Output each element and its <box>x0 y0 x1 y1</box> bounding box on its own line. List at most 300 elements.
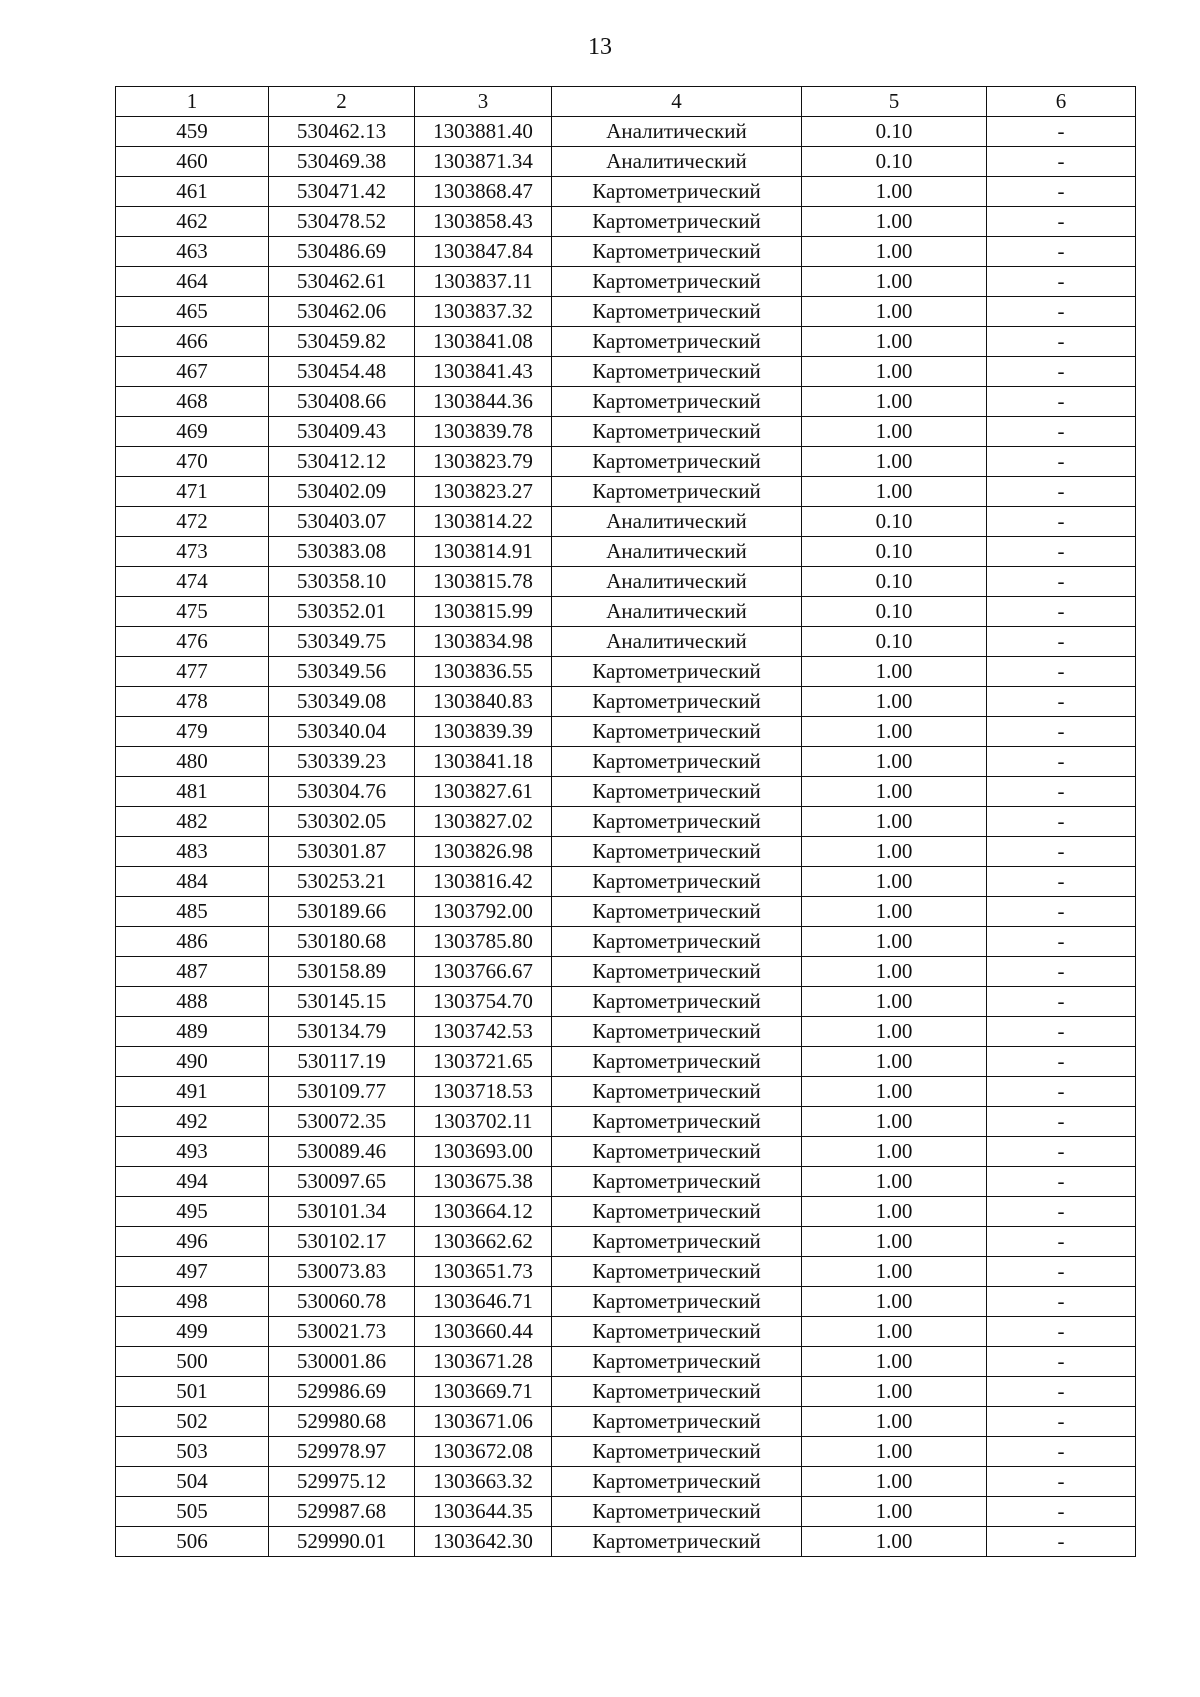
note-cell: - <box>987 627 1136 657</box>
point-number-cell: 499 <box>116 1317 269 1347</box>
table-row <box>116 627 1136 657</box>
point-number-cell: 470 <box>116 447 269 477</box>
table-row <box>116 1167 1136 1197</box>
y-coordinate-cell: 1303815.78 <box>415 567 552 597</box>
point-number-cell: 462 <box>116 207 269 237</box>
note-cell: - <box>987 687 1136 717</box>
x-coordinate-cell: 530408.66 <box>269 387 415 417</box>
y-coordinate-cell: 1303672.08 <box>415 1437 552 1467</box>
note-cell: - <box>987 267 1136 297</box>
x-coordinate-cell: 530403.07 <box>269 507 415 537</box>
accuracy-cell: 1.00 <box>802 897 987 927</box>
method-cell: Аналитический <box>552 567 802 597</box>
table-row <box>116 1257 1136 1287</box>
note-cell: - <box>987 447 1136 477</box>
table-row <box>116 117 1136 147</box>
table-row <box>116 177 1136 207</box>
method-cell: Картометрический <box>552 1347 802 1377</box>
method-cell: Картометрический <box>552 1377 802 1407</box>
accuracy-cell: 1.00 <box>802 1047 987 1077</box>
point-number-cell: 505 <box>116 1497 269 1527</box>
method-cell: Картометрический <box>552 447 802 477</box>
accuracy-cell: 0.10 <box>802 627 987 657</box>
method-cell: Картометрический <box>552 1497 802 1527</box>
accuracy-cell: 1.00 <box>802 1407 987 1437</box>
method-cell: Картометрический <box>552 1137 802 1167</box>
accuracy-cell: 1.00 <box>802 1467 987 1497</box>
note-cell: - <box>987 867 1136 897</box>
accuracy-cell: 1.00 <box>802 1257 987 1287</box>
y-coordinate-cell: 1303671.28 <box>415 1347 552 1377</box>
method-cell: Картометрический <box>552 1197 802 1227</box>
y-coordinate-cell: 1303785.80 <box>415 927 552 957</box>
table-row <box>116 747 1136 777</box>
method-cell: Картометрический <box>552 387 802 417</box>
point-number-cell: 487 <box>116 957 269 987</box>
note-cell: - <box>987 177 1136 207</box>
y-coordinate-cell: 1303814.91 <box>415 537 552 567</box>
x-coordinate-cell: 530021.73 <box>269 1317 415 1347</box>
y-coordinate-cell: 1303858.43 <box>415 207 552 237</box>
table-row <box>116 207 1136 237</box>
point-number-cell: 497 <box>116 1257 269 1287</box>
x-coordinate-cell: 530134.79 <box>269 1017 415 1047</box>
x-coordinate-cell: 530486.69 <box>269 237 415 267</box>
note-cell: - <box>987 1107 1136 1137</box>
x-coordinate-cell: 530145.15 <box>269 987 415 1017</box>
note-cell: - <box>987 147 1136 177</box>
table-row <box>116 1077 1136 1107</box>
note-cell: - <box>987 927 1136 957</box>
table-row <box>116 1107 1136 1137</box>
point-number-cell: 474 <box>116 567 269 597</box>
y-coordinate-cell: 1303651.73 <box>415 1257 552 1287</box>
x-coordinate-cell: 530097.65 <box>269 1167 415 1197</box>
x-coordinate-cell: 530358.10 <box>269 567 415 597</box>
x-coordinate-cell: 530349.56 <box>269 657 415 687</box>
x-coordinate-cell: 530454.48 <box>269 357 415 387</box>
point-number-cell: 493 <box>116 1137 269 1167</box>
accuracy-cell: 1.00 <box>802 687 987 717</box>
method-cell: Картометрический <box>552 297 802 327</box>
note-cell: - <box>987 1407 1136 1437</box>
method-cell: Картометрический <box>552 417 802 447</box>
y-coordinate-cell: 1303660.44 <box>415 1317 552 1347</box>
accuracy-cell: 1.00 <box>802 747 987 777</box>
y-coordinate-cell: 1303644.35 <box>415 1497 552 1527</box>
accuracy-cell: 1.00 <box>802 1497 987 1527</box>
accuracy-cell: 1.00 <box>802 1527 987 1557</box>
table-row <box>116 357 1136 387</box>
accuracy-cell: 1.00 <box>802 777 987 807</box>
point-number-cell: 494 <box>116 1167 269 1197</box>
table-header-row <box>116 87 1136 117</box>
accuracy-cell: 1.00 <box>802 1107 987 1137</box>
y-coordinate-cell: 1303837.11 <box>415 267 552 297</box>
point-number-cell: 472 <box>116 507 269 537</box>
x-coordinate-cell: 530349.75 <box>269 627 415 657</box>
note-cell: - <box>987 987 1136 1017</box>
table-row <box>116 387 1136 417</box>
x-coordinate-cell: 530109.77 <box>269 1077 415 1107</box>
table-row <box>116 537 1136 567</box>
method-cell: Картометрический <box>552 807 802 837</box>
table-row <box>116 267 1136 297</box>
y-coordinate-cell: 1303646.71 <box>415 1287 552 1317</box>
point-number-cell: 465 <box>116 297 269 327</box>
note-cell: - <box>987 597 1136 627</box>
column-header: 6 <box>987 87 1136 117</box>
point-number-cell: 461 <box>116 177 269 207</box>
accuracy-cell: 1.00 <box>802 1137 987 1167</box>
x-coordinate-cell: 530462.61 <box>269 267 415 297</box>
point-number-cell: 504 <box>116 1467 269 1497</box>
point-number-cell: 476 <box>116 627 269 657</box>
table-row <box>116 1137 1136 1167</box>
method-cell: Картометрический <box>552 207 802 237</box>
table-row <box>116 507 1136 537</box>
method-cell: Картометрический <box>552 327 802 357</box>
table-row <box>116 1227 1136 1257</box>
note-cell: - <box>987 207 1136 237</box>
point-number-cell: 460 <box>116 147 269 177</box>
accuracy-cell: 0.10 <box>802 117 987 147</box>
table-row <box>116 1407 1136 1437</box>
column-header: 3 <box>415 87 552 117</box>
x-coordinate-cell: 529978.97 <box>269 1437 415 1467</box>
point-number-cell: 488 <box>116 987 269 1017</box>
y-coordinate-cell: 1303836.55 <box>415 657 552 687</box>
note-cell: - <box>987 1317 1136 1347</box>
point-number-cell: 482 <box>116 807 269 837</box>
table-row <box>116 237 1136 267</box>
page-number: 13 <box>588 34 612 60</box>
note-cell: - <box>987 117 1136 147</box>
table-row <box>116 687 1136 717</box>
x-coordinate-cell: 530073.83 <box>269 1257 415 1287</box>
x-coordinate-cell: 530180.68 <box>269 927 415 957</box>
x-coordinate-cell: 530072.35 <box>269 1107 415 1137</box>
accuracy-cell: 1.00 <box>802 1077 987 1107</box>
x-coordinate-cell: 530339.23 <box>269 747 415 777</box>
x-coordinate-cell: 530060.78 <box>269 1287 415 1317</box>
y-coordinate-cell: 1303718.53 <box>415 1077 552 1107</box>
point-number-cell: 478 <box>116 687 269 717</box>
x-coordinate-cell: 530383.08 <box>269 537 415 567</box>
accuracy-cell: 1.00 <box>802 177 987 207</box>
y-coordinate-cell: 1303840.83 <box>415 687 552 717</box>
point-number-cell: 469 <box>116 417 269 447</box>
table-row <box>116 957 1136 987</box>
y-coordinate-cell: 1303826.98 <box>415 837 552 867</box>
y-coordinate-cell: 1303671.06 <box>415 1407 552 1437</box>
point-number-cell: 496 <box>116 1227 269 1257</box>
note-cell: - <box>987 1527 1136 1557</box>
table-row <box>116 927 1136 957</box>
method-cell: Картометрический <box>552 1077 802 1107</box>
note-cell: - <box>987 1137 1136 1167</box>
y-coordinate-cell: 1303837.32 <box>415 297 552 327</box>
point-number-cell: 473 <box>116 537 269 567</box>
method-cell: Картометрический <box>552 747 802 777</box>
accuracy-cell: 1.00 <box>802 1167 987 1197</box>
accuracy-cell: 1.00 <box>802 1347 987 1377</box>
point-number-cell: 481 <box>116 777 269 807</box>
table-row <box>116 1437 1136 1467</box>
y-coordinate-cell: 1303662.62 <box>415 1227 552 1257</box>
y-coordinate-cell: 1303742.53 <box>415 1017 552 1047</box>
accuracy-cell: 1.00 <box>802 807 987 837</box>
table-row <box>116 297 1136 327</box>
accuracy-cell: 1.00 <box>802 1287 987 1317</box>
table-row <box>116 1197 1136 1227</box>
column-header: 5 <box>802 87 987 117</box>
y-coordinate-cell: 1303834.98 <box>415 627 552 657</box>
x-coordinate-cell: 530402.09 <box>269 477 415 507</box>
note-cell: - <box>987 1287 1136 1317</box>
point-number-cell: 483 <box>116 837 269 867</box>
table-row <box>116 987 1136 1017</box>
method-cell: Картометрический <box>552 237 802 267</box>
method-cell: Картометрический <box>552 957 802 987</box>
y-coordinate-cell: 1303868.47 <box>415 177 552 207</box>
point-number-cell: 479 <box>116 717 269 747</box>
x-coordinate-cell: 530302.05 <box>269 807 415 837</box>
x-coordinate-cell: 530352.01 <box>269 597 415 627</box>
method-cell: Картометрический <box>552 687 802 717</box>
accuracy-cell: 1.00 <box>802 267 987 297</box>
accuracy-cell: 0.10 <box>802 507 987 537</box>
x-coordinate-cell: 530349.08 <box>269 687 415 717</box>
note-cell: - <box>987 507 1136 537</box>
method-cell: Картометрический <box>552 1227 802 1257</box>
note-cell: - <box>987 1077 1136 1107</box>
table-row <box>116 717 1136 747</box>
x-coordinate-cell: 530459.82 <box>269 327 415 357</box>
note-cell: - <box>987 237 1136 267</box>
table-row <box>116 837 1136 867</box>
table-row <box>116 1527 1136 1557</box>
accuracy-cell: 1.00 <box>802 207 987 237</box>
point-number-cell: 475 <box>116 597 269 627</box>
x-coordinate-cell: 530471.42 <box>269 177 415 207</box>
x-coordinate-cell: 530089.46 <box>269 1137 415 1167</box>
method-cell: Картометрический <box>552 1167 802 1197</box>
accuracy-cell: 1.00 <box>802 1377 987 1407</box>
method-cell: Картометрический <box>552 867 802 897</box>
x-coordinate-cell: 530301.87 <box>269 837 415 867</box>
column-header: 2 <box>269 87 415 117</box>
y-coordinate-cell: 1303664.12 <box>415 1197 552 1227</box>
point-number-cell: 464 <box>116 267 269 297</box>
method-cell: Картометрический <box>552 1017 802 1047</box>
accuracy-cell: 1.00 <box>802 957 987 987</box>
y-coordinate-cell: 1303827.61 <box>415 777 552 807</box>
point-number-cell: 471 <box>116 477 269 507</box>
accuracy-cell: 1.00 <box>802 927 987 957</box>
table-row <box>116 1287 1136 1317</box>
method-cell: Картометрический <box>552 1467 802 1497</box>
method-cell: Картометрический <box>552 1407 802 1437</box>
column-header: 4 <box>552 87 802 117</box>
accuracy-cell: 0.10 <box>802 537 987 567</box>
method-cell: Картометрический <box>552 477 802 507</box>
x-coordinate-cell: 530412.12 <box>269 447 415 477</box>
y-coordinate-cell: 1303669.71 <box>415 1377 552 1407</box>
accuracy-cell: 1.00 <box>802 357 987 387</box>
method-cell: Картометрический <box>552 1317 802 1347</box>
point-number-cell: 502 <box>116 1407 269 1437</box>
accuracy-cell: 1.00 <box>802 837 987 867</box>
table-row <box>116 567 1136 597</box>
table-row <box>116 1377 1136 1407</box>
table-row <box>116 1017 1136 1047</box>
y-coordinate-cell: 1303721.65 <box>415 1047 552 1077</box>
x-coordinate-cell: 530158.89 <box>269 957 415 987</box>
method-cell: Картометрический <box>552 267 802 297</box>
note-cell: - <box>987 897 1136 927</box>
note-cell: - <box>987 777 1136 807</box>
accuracy-cell: 1.00 <box>802 1227 987 1257</box>
accuracy-cell: 1.00 <box>802 1317 987 1347</box>
x-coordinate-cell: 529975.12 <box>269 1467 415 1497</box>
point-number-cell: 484 <box>116 867 269 897</box>
accuracy-cell: 1.00 <box>802 387 987 417</box>
column-header: 1 <box>116 87 269 117</box>
accuracy-cell: 1.00 <box>802 417 987 447</box>
note-cell: - <box>987 1017 1136 1047</box>
accuracy-cell: 1.00 <box>802 1437 987 1467</box>
table-row <box>116 777 1136 807</box>
y-coordinate-cell: 1303702.11 <box>415 1107 552 1137</box>
x-coordinate-cell: 530462.13 <box>269 117 415 147</box>
point-number-cell: 477 <box>116 657 269 687</box>
accuracy-cell: 1.00 <box>802 237 987 267</box>
table-row <box>116 1047 1136 1077</box>
x-coordinate-cell: 530469.38 <box>269 147 415 177</box>
method-cell: Картометрический <box>552 357 802 387</box>
accuracy-cell: 0.10 <box>802 567 987 597</box>
table-row <box>116 1467 1136 1497</box>
note-cell: - <box>987 1167 1136 1197</box>
method-cell: Аналитический <box>552 147 802 177</box>
method-cell: Картометрический <box>552 1047 802 1077</box>
y-coordinate-cell: 1303675.38 <box>415 1167 552 1197</box>
note-cell: - <box>987 567 1136 597</box>
table-row <box>116 477 1136 507</box>
y-coordinate-cell: 1303642.30 <box>415 1527 552 1557</box>
x-coordinate-cell: 529980.68 <box>269 1407 415 1437</box>
point-number-cell: 490 <box>116 1047 269 1077</box>
note-cell: - <box>987 387 1136 417</box>
y-coordinate-cell: 1303823.79 <box>415 447 552 477</box>
accuracy-cell: 1.00 <box>802 867 987 897</box>
accuracy-cell: 1.00 <box>802 447 987 477</box>
method-cell: Аналитический <box>552 627 802 657</box>
table-row <box>116 1497 1136 1527</box>
table-row <box>116 597 1136 627</box>
point-number-cell: 489 <box>116 1017 269 1047</box>
x-coordinate-cell: 529986.69 <box>269 1377 415 1407</box>
note-cell: - <box>987 1467 1136 1497</box>
x-coordinate-cell: 530117.19 <box>269 1047 415 1077</box>
point-number-cell: 485 <box>116 897 269 927</box>
accuracy-cell: 1.00 <box>802 477 987 507</box>
note-cell: - <box>987 837 1136 867</box>
accuracy-cell: 1.00 <box>802 1017 987 1047</box>
table-row <box>116 417 1136 447</box>
y-coordinate-cell: 1303847.84 <box>415 237 552 267</box>
accuracy-cell: 1.00 <box>802 1197 987 1227</box>
y-coordinate-cell: 1303841.43 <box>415 357 552 387</box>
y-coordinate-cell: 1303814.22 <box>415 507 552 537</box>
method-cell: Картометрический <box>552 1287 802 1317</box>
table-row <box>116 897 1136 927</box>
y-coordinate-cell: 1303823.27 <box>415 477 552 507</box>
x-coordinate-cell: 529987.68 <box>269 1497 415 1527</box>
accuracy-cell: 1.00 <box>802 657 987 687</box>
point-number-cell: 459 <box>116 117 269 147</box>
x-coordinate-cell: 530189.66 <box>269 897 415 927</box>
note-cell: - <box>987 747 1136 777</box>
y-coordinate-cell: 1303766.67 <box>415 957 552 987</box>
accuracy-cell: 1.00 <box>802 987 987 1017</box>
table-row <box>116 447 1136 477</box>
method-cell: Картометрический <box>552 657 802 687</box>
note-cell: - <box>987 1437 1136 1467</box>
x-coordinate-cell: 530409.43 <box>269 417 415 447</box>
point-number-cell: 480 <box>116 747 269 777</box>
note-cell: - <box>987 417 1136 447</box>
y-coordinate-cell: 1303839.78 <box>415 417 552 447</box>
table-row <box>116 327 1136 357</box>
x-coordinate-cell: 530478.52 <box>269 207 415 237</box>
point-number-cell: 467 <box>116 357 269 387</box>
method-cell: Аналитический <box>552 507 802 537</box>
note-cell: - <box>987 297 1136 327</box>
note-cell: - <box>987 1197 1136 1227</box>
table-row <box>116 867 1136 897</box>
accuracy-cell: 0.10 <box>802 597 987 627</box>
accuracy-cell: 0.10 <box>802 147 987 177</box>
note-cell: - <box>987 357 1136 387</box>
note-cell: - <box>987 1227 1136 1257</box>
y-coordinate-cell: 1303844.36 <box>415 387 552 417</box>
point-number-cell: 498 <box>116 1287 269 1317</box>
note-cell: - <box>987 1047 1136 1077</box>
y-coordinate-cell: 1303871.34 <box>415 147 552 177</box>
method-cell: Картометрический <box>552 897 802 927</box>
method-cell: Картометрический <box>552 1527 802 1557</box>
x-coordinate-cell: 530001.86 <box>269 1347 415 1377</box>
method-cell: Картометрический <box>552 1107 802 1137</box>
y-coordinate-cell: 1303754.70 <box>415 987 552 1017</box>
method-cell: Аналитический <box>552 597 802 627</box>
note-cell: - <box>987 1377 1136 1407</box>
point-number-cell: 503 <box>116 1437 269 1467</box>
note-cell: - <box>987 717 1136 747</box>
x-coordinate-cell: 530340.04 <box>269 717 415 747</box>
coordinates-table <box>115 86 1136 1557</box>
x-coordinate-cell: 530304.76 <box>269 777 415 807</box>
y-coordinate-cell: 1303792.00 <box>415 897 552 927</box>
method-cell: Картометрический <box>552 717 802 747</box>
accuracy-cell: 1.00 <box>802 717 987 747</box>
x-coordinate-cell: 530462.06 <box>269 297 415 327</box>
note-cell: - <box>987 327 1136 357</box>
table-row <box>116 807 1136 837</box>
accuracy-cell: 1.00 <box>802 297 987 327</box>
